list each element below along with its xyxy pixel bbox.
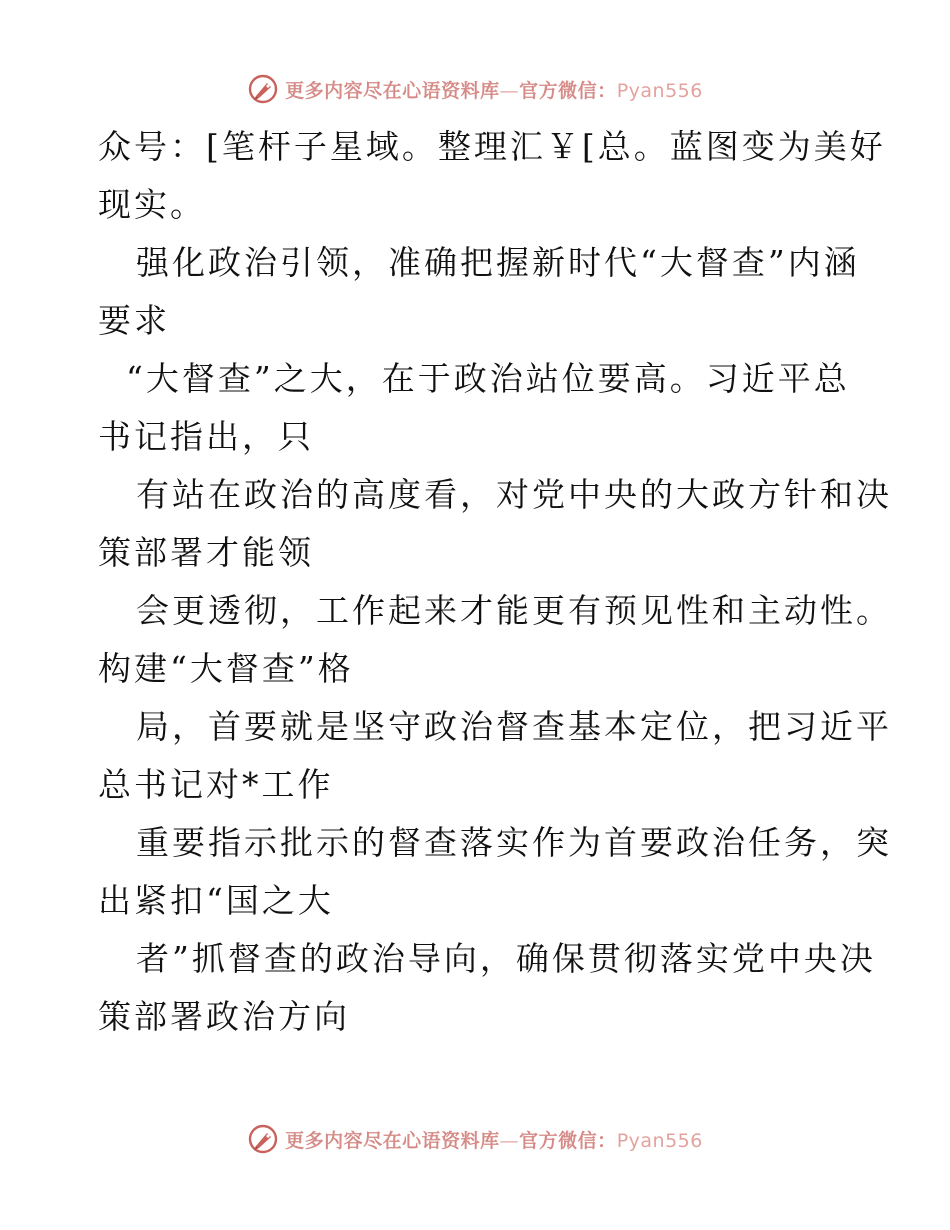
pen-tip-icon	[247, 1123, 279, 1155]
text-line: 强化政治引领，准确把握新时代“大督查”内涵	[136, 243, 860, 282]
footer-watermark	[0, 1122, 950, 1156]
watermark-text	[285, 76, 703, 103]
text-line: 策部署才能领	[98, 533, 314, 572]
text-line: 局，首要就是坚守政治督查基本定位，把习近平	[136, 707, 892, 746]
header-watermark	[0, 72, 950, 106]
watermark-separator: —	[499, 79, 520, 102]
text-line: 现实。	[98, 185, 206, 224]
text-line: 策部署政治方向	[98, 997, 350, 1036]
text-line: 有站在政治的高度看，对党中央的大政方针和决	[136, 475, 892, 514]
text-line: 者”抓督查的政治导向，确保贯彻落实党中央决	[136, 939, 876, 978]
pen-tip-icon	[247, 73, 279, 105]
watermark-separator: —	[499, 1129, 520, 1152]
text-line: 书记指出，只	[98, 417, 314, 456]
text-line: 总书记对*工作	[98, 765, 334, 804]
watermark-wechat-id: Pyan556	[616, 79, 703, 102]
text-line: 会更透彻，工作起来才能更有预见性和主动性。	[136, 591, 892, 630]
watermark-brand: 更多内容尽在心语资料库	[285, 79, 500, 102]
watermark-text	[285, 1126, 703, 1153]
watermark-wechat-label: 官方微信：	[519, 79, 617, 102]
text-line: 众号：[笔杆子星域。整理汇￥[总。蓝图变为美好	[98, 127, 886, 166]
text-line: 构建“大督查”格	[98, 649, 354, 688]
watermark-wechat-label: 官方微信：	[519, 1129, 617, 1152]
document-body	[98, 118, 892, 1046]
text-line: “大督查”之大，在于政治站位要高。习近平总	[126, 359, 850, 398]
watermark-wechat-id: Pyan556	[616, 1129, 703, 1152]
text-line: 要求	[98, 301, 170, 340]
text-line: 出紧扣“国之大	[98, 881, 334, 920]
watermark-brand: 更多内容尽在心语资料库	[285, 1129, 500, 1152]
text-line: 重要指示批示的督查落实作为首要政治任务，突	[136, 823, 892, 862]
